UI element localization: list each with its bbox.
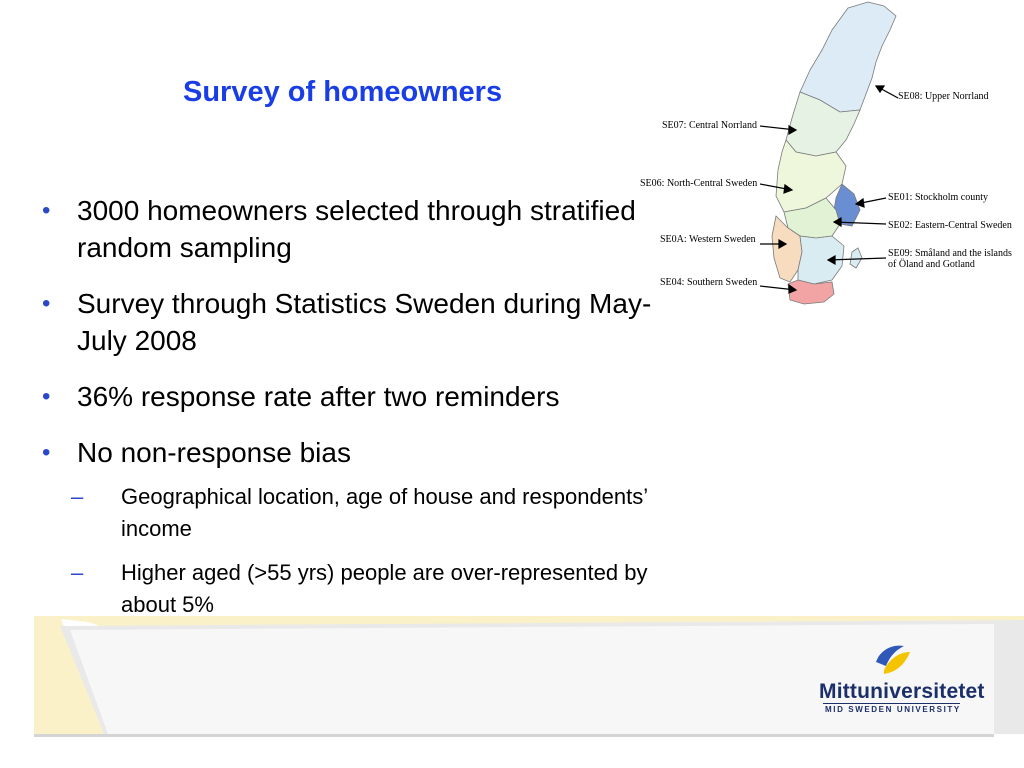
- bullet-item: [40, 434, 700, 621]
- bullet-text: 36% response rate after two reminders: [77, 381, 560, 412]
- bullet-text: No non-response bias: [77, 437, 351, 468]
- map-label-se01: SE01: Stockholm county: [888, 192, 988, 203]
- map-label-se02: SE02: Eastern-Central Sweden: [888, 220, 1012, 231]
- sweden-map: [620, 0, 1024, 320]
- sub-bullet-glyph: –: [71, 560, 84, 585]
- bullet-glyph: •: [42, 383, 51, 410]
- sub-bullet-text: Higher aged (>55 yrs) people are over-represented by about 5%: [121, 560, 648, 617]
- bullet-glyph: •: [42, 439, 51, 466]
- sub-bullet-list: [71, 481, 700, 621]
- sub-bullet-glyph: –: [71, 484, 84, 509]
- logo-emblem-icon: [870, 640, 914, 680]
- logo-divider: [823, 703, 960, 704]
- university-logo: [815, 640, 985, 720]
- map-label-se09-line1: SE09: Småland and the islands: [888, 248, 1012, 259]
- map-label-se06: SE06: North-Central Sweden: [640, 178, 758, 189]
- logo-name: Mittuniversitetet: [819, 680, 985, 703]
- map-label-se07: SE07: Central Norrland: [662, 120, 757, 131]
- bullet-item: [40, 192, 700, 266]
- region-gotland: [850, 248, 862, 268]
- map-label-se08: SE08: Upper Norrland: [898, 91, 989, 102]
- map-label-se04: SE04: Southern Sweden: [660, 277, 758, 288]
- bullet-item: [40, 378, 700, 415]
- sub-bullet-text: Geographical location, age of house and respondents’ income: [121, 484, 648, 541]
- sub-bullet-item: [71, 557, 700, 621]
- band-bottom-line: [34, 734, 994, 737]
- logo-subtitle: MID SWEDEN UNIVERSITY: [825, 705, 961, 714]
- bullet-glyph: •: [42, 197, 51, 224]
- bullet-text: 3000 homeowners selected through stratified random sampling: [77, 195, 636, 263]
- region-se08: [800, 2, 896, 112]
- map-label-se09-line2: of Öland and Gotland: [888, 259, 975, 270]
- map-label-se09: [888, 248, 1012, 270]
- map-label-se0a: SE0A: Western Sweden: [660, 234, 756, 245]
- sweden-map-graphic: [620, 0, 1024, 320]
- bullet-list: [40, 192, 700, 640]
- bullet-glyph: •: [42, 290, 51, 317]
- sub-bullet-item: [71, 481, 700, 545]
- bullet-item: [40, 285, 700, 359]
- bullet-text: Survey through Statistics Sweden during May-July 2008: [77, 288, 652, 356]
- arrow-head-se08: [876, 86, 884, 92]
- slide-title: Survey of homeowners: [183, 76, 503, 108]
- region-se04: [788, 280, 834, 304]
